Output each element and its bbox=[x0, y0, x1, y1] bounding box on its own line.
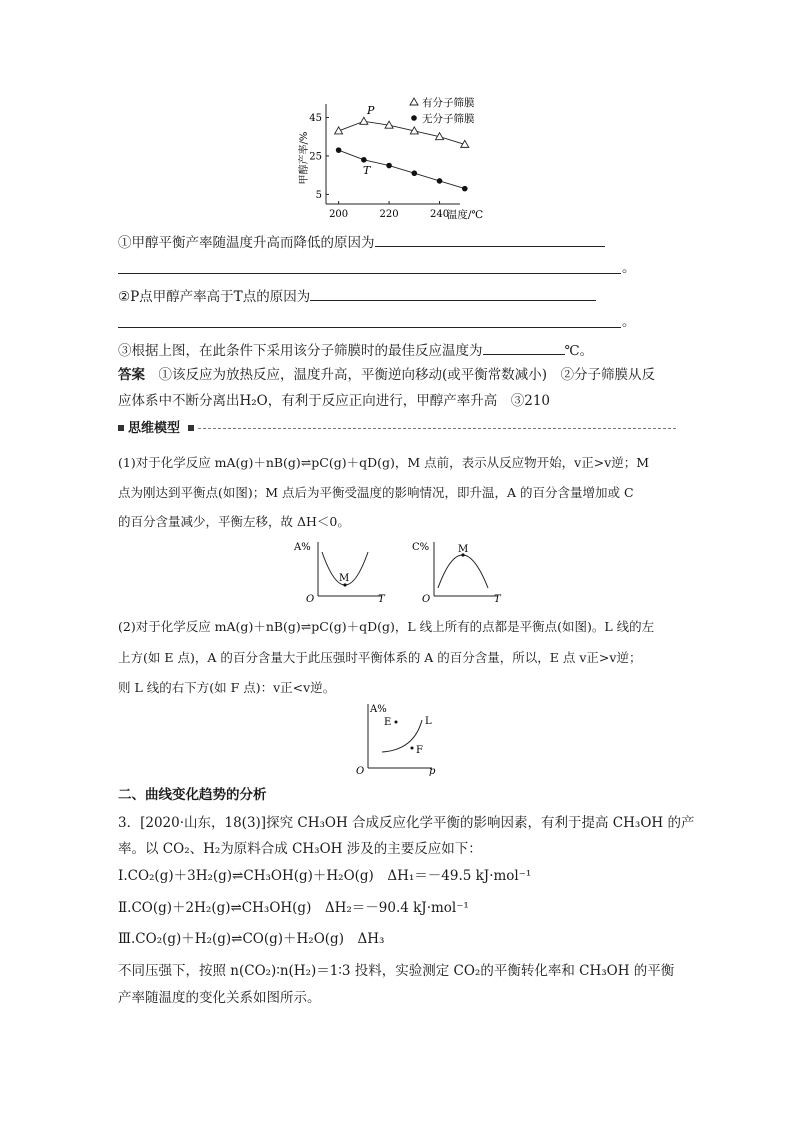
fig1-xlabel: T bbox=[378, 594, 385, 604]
question-2 bbox=[118, 286, 596, 306]
question-3 bbox=[118, 340, 593, 360]
model-p2-l3: 则 L 线的右下方(如 F 点)：v正<v逆。 bbox=[118, 680, 336, 695]
point-label-t: T bbox=[363, 164, 371, 177]
fig3-l-label: L bbox=[425, 716, 432, 727]
chart-ylabel: 甲醇产率/% bbox=[299, 131, 310, 185]
chart-x-tick-label: 220 bbox=[379, 209, 399, 220]
chart-xlabel: 温度/℃ bbox=[446, 209, 484, 221]
answer-blank-2[interactable] bbox=[310, 286, 596, 301]
figure-a-vs-p bbox=[352, 700, 444, 778]
legend-series-2: 无分子筛膜 bbox=[422, 113, 475, 125]
fig3-f-label: F bbox=[416, 745, 423, 756]
series-line-2 bbox=[339, 150, 465, 188]
header-square-icon-2 bbox=[188, 425, 194, 431]
fig2-point-label: M bbox=[458, 544, 469, 555]
model-p1-l1: (1)对于化学反应 mA(g)＋nB(g)⇌pC(g)＋qD(g)，M 点前，表示从反应物开始，v正>v逆；M bbox=[118, 455, 650, 470]
question-2-text: ②P点甲醇产率高于T点的原因为 bbox=[118, 289, 311, 305]
section2-tail-l2: 产率随温度的变化关系如图所示。 bbox=[118, 990, 321, 1006]
fig3-xlabel: p bbox=[429, 766, 436, 777]
fig3-point-e bbox=[395, 721, 398, 724]
legend-dot-icon bbox=[411, 115, 417, 121]
answer-blank-1b[interactable] bbox=[118, 273, 621, 274]
figure-a-vs-t bbox=[290, 538, 390, 604]
question-1-end: 。 bbox=[622, 260, 636, 276]
fig2-ylabel: C% bbox=[412, 542, 430, 553]
model-p1-l2: 点为刚达到平衡点(如图)；M 点后为平衡受温度的影响情况，即升温，A 的百分含量增加或 C bbox=[118, 485, 634, 500]
answer-blank-1[interactable] bbox=[375, 232, 605, 247]
chart-y-tick-label: 25 bbox=[309, 151, 322, 163]
answer-text-2: 应体系中不断分离出H₂O，有利于反应正向进行，甲醇产率升高 ③210 bbox=[118, 393, 551, 409]
series-2-point bbox=[412, 170, 418, 176]
series-2-point bbox=[361, 157, 367, 163]
header-divider bbox=[198, 428, 676, 429]
figure-c-vs-t bbox=[408, 538, 508, 604]
model-p2-l2: 上方(如 E 点)，A 的百分含量大于此压强时平衡体系的 A 的百分含量，所以，E 点 v正>v逆； bbox=[118, 650, 642, 665]
fig3-point-f bbox=[411, 747, 414, 750]
header-square-icon bbox=[118, 425, 124, 431]
reaction-3: Ⅲ.CO₂(g)＋H₂(g)⇌CO(g)＋H₂O(g) ΔH₃ bbox=[118, 931, 385, 947]
question-2-end: 。 bbox=[622, 314, 636, 330]
model-header bbox=[118, 419, 676, 439]
methanol-yield-chart bbox=[290, 96, 500, 224]
answer-label: 答案 bbox=[118, 367, 145, 383]
model-title: 思维模型 bbox=[128, 421, 181, 436]
reaction-2: Ⅱ.CO(g)＋2H₂(g)⇌CH₃OH(g) ΔH₂＝－90.4 kJ·mol⁻¹ bbox=[118, 900, 469, 916]
fig2-curve bbox=[438, 555, 488, 588]
question-1 bbox=[118, 232, 605, 252]
chart-x-tick-label: 200 bbox=[329, 209, 349, 220]
reaction-1: Ⅰ.CO₂(g)＋3H₂(g)⇌CH₃OH(g)＋H₂O(g) ΔH₁＝－49.5 kJ·mol⁻¹ bbox=[118, 868, 532, 884]
section2-title: 二、曲线变化趋势的分析 bbox=[118, 787, 267, 803]
fig1-point-label: M bbox=[339, 573, 350, 584]
section2-q3-l1: 3．[2020·山东，18(3)]探究 CH₃OH 合成反应化学平衡的影响因素，有利于提高 CH₃OH 的产 bbox=[118, 815, 695, 831]
fig3-origin: O bbox=[356, 766, 365, 777]
fig2-xlabel: T bbox=[494, 594, 501, 604]
answer-text-1: ①该反应为放热反应，温度升高，平衡逆向移动(或平衡常数减小) ②分子筛膜从反 bbox=[158, 367, 656, 383]
series-1-point bbox=[335, 127, 343, 134]
series-1-point bbox=[360, 117, 368, 124]
series-2-point bbox=[386, 163, 392, 169]
answer-blank-2b[interactable] bbox=[118, 327, 621, 328]
series-2-point bbox=[437, 178, 443, 184]
series-2-point bbox=[336, 147, 342, 153]
question-3-text: ③根据上图，在此条件下采用该分子筛膜时的最佳反应温度为 bbox=[118, 343, 483, 359]
fig1-origin: O bbox=[306, 594, 315, 604]
model-p2-l1: (2)对于化学反应 mA(g)＋nB(g)⇌pC(g)＋qD(g)，L 线上所有的点都是平衡点(如图)。L 线的左 bbox=[118, 619, 655, 634]
fig3-e-label: E bbox=[384, 717, 392, 728]
fig2-origin: O bbox=[422, 594, 431, 604]
legend-series-1: 有分子筛膜 bbox=[422, 97, 475, 109]
chart-y-tick-label: 45 bbox=[309, 112, 322, 124]
point-label-p: P bbox=[367, 104, 375, 117]
series-2-point bbox=[462, 186, 468, 192]
chart-y-tick-label: 5 bbox=[315, 189, 322, 201]
answer-blank-3[interactable] bbox=[483, 340, 565, 355]
fig3-ylabel: A% bbox=[370, 704, 387, 715]
chart-x-tick-label: 240 bbox=[429, 209, 450, 220]
answer-line-1 bbox=[118, 366, 655, 384]
question-3-unit: ℃。 bbox=[564, 343, 594, 359]
model-p1-l3: 的百分含量减少，平衡左移，故 ΔH＜0。 bbox=[118, 514, 350, 529]
question-1-text: ①甲醇平衡产率随温度升高而降低的原因为 bbox=[118, 235, 375, 251]
legend-triangle-icon bbox=[410, 98, 418, 105]
section2-q3-l2: 率。以 CO₂、H₂为原料合成 CH₃OH 涉及的主要反应如下： bbox=[118, 841, 482, 857]
section2-tail-l1: 不同压强下，按照 n(CO₂)∶n(H₂)＝1∶3 投料，实验测定 CO₂的平衡转化率和 CH₃OH 的平衡 bbox=[118, 963, 675, 979]
fig1-ylabel: A% bbox=[294, 542, 311, 553]
